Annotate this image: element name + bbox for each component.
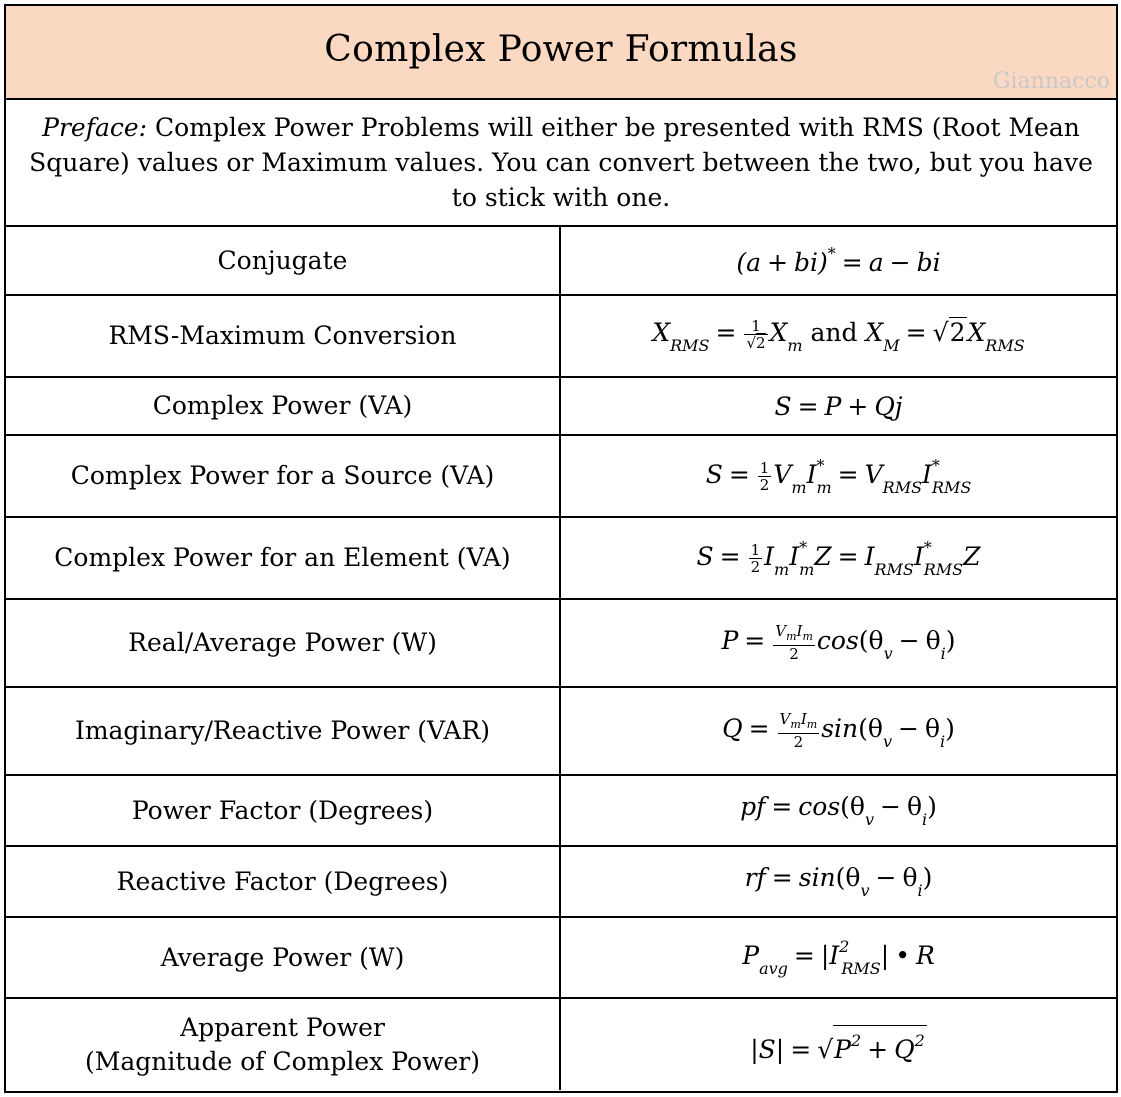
table-row xyxy=(6,687,1116,775)
formula-real-power: P = $\frac{V_mI_m}{2}$ $\cos(\theta_v - \theta_i)$ xyxy=(560,599,1116,687)
table-row xyxy=(6,517,1116,599)
formula-reactive-power: Q = $\frac{V_mI_m}{2}$ $\sin(\theta_v - \theta_i)$ xyxy=(560,687,1116,775)
table-row xyxy=(6,295,1116,377)
table-row xyxy=(6,917,1116,998)
table-row xyxy=(6,435,1116,517)
table-row xyxy=(6,227,1116,295)
row-label: Complex Power for an Element (VA) xyxy=(6,517,560,599)
row-label: RMS-Maximum Conversion xyxy=(6,295,560,377)
row-label: Reactive Factor (Degrees) xyxy=(6,846,560,917)
preface-text: Complex Power Problems will either be presented with RMS (Root Mean Square) values or Maximum values. You can convert between the two, but you have to stick with one. xyxy=(29,113,1093,212)
table-row xyxy=(6,377,1116,435)
formula-power-factor: pf = $\cos(\theta_v - \theta_i)$ xyxy=(560,775,1116,846)
title-bar xyxy=(6,6,1116,100)
row-label: Complex Power for a Source (VA) xyxy=(6,435,560,517)
row-label: Real/Average Power (W) xyxy=(6,599,560,687)
row-label: Average Power (W) xyxy=(6,917,560,998)
row-label: Conjugate xyxy=(6,227,560,295)
preface-block xyxy=(6,100,1116,227)
page-title: Complex Power Formulas xyxy=(324,28,798,70)
formula-sheet xyxy=(4,4,1118,1093)
formula-element: S = $\frac{1}{2}$ $I_mI^*_mZ = I_{RMS}I^*_{RMS}Z$ xyxy=(560,517,1116,599)
preface-label: Preface: xyxy=(42,113,148,142)
formula-complex-power: S = P + Qj xyxy=(560,377,1116,435)
row-label: Imaginary/Reactive Power (VAR) xyxy=(6,687,560,775)
row-label: Complex Power (VA) xyxy=(6,377,560,435)
table-row xyxy=(6,998,1116,1090)
formula-table xyxy=(6,227,1116,1090)
formula-source: S = $\frac{1}{2}$ $V_mI^*_m = V_{RMS}I^*_{RMS}$ xyxy=(560,435,1116,517)
row-label xyxy=(6,998,560,1090)
row-label-line2: (Magnitude of Complex Power) xyxy=(85,1046,480,1076)
formula-reactive-factor: rf = $\sin(\theta_v - \theta_i)$ xyxy=(560,846,1116,917)
formula-conjugate: (a + bi)* = a − bi xyxy=(736,244,941,277)
table-row xyxy=(6,775,1116,846)
formula-apparent-power: $|S| = √P^2 + Q^2$ xyxy=(560,998,1116,1090)
row-label-line1: Apparent Power xyxy=(180,1012,385,1042)
table-row xyxy=(6,599,1116,687)
formula-average-power: $P_{avg} = |I^2_{RMS}|$ • R xyxy=(560,917,1116,998)
formula-rms-max: $X_{RMS}$ = $\frac{1}{√2}$ $X_m$ and $X_M = √2X_{RMS}$ xyxy=(560,295,1116,377)
author-watermark: Giannacco xyxy=(992,69,1110,94)
table-row xyxy=(6,846,1116,917)
row-label: Power Factor (Degrees) xyxy=(6,775,560,846)
